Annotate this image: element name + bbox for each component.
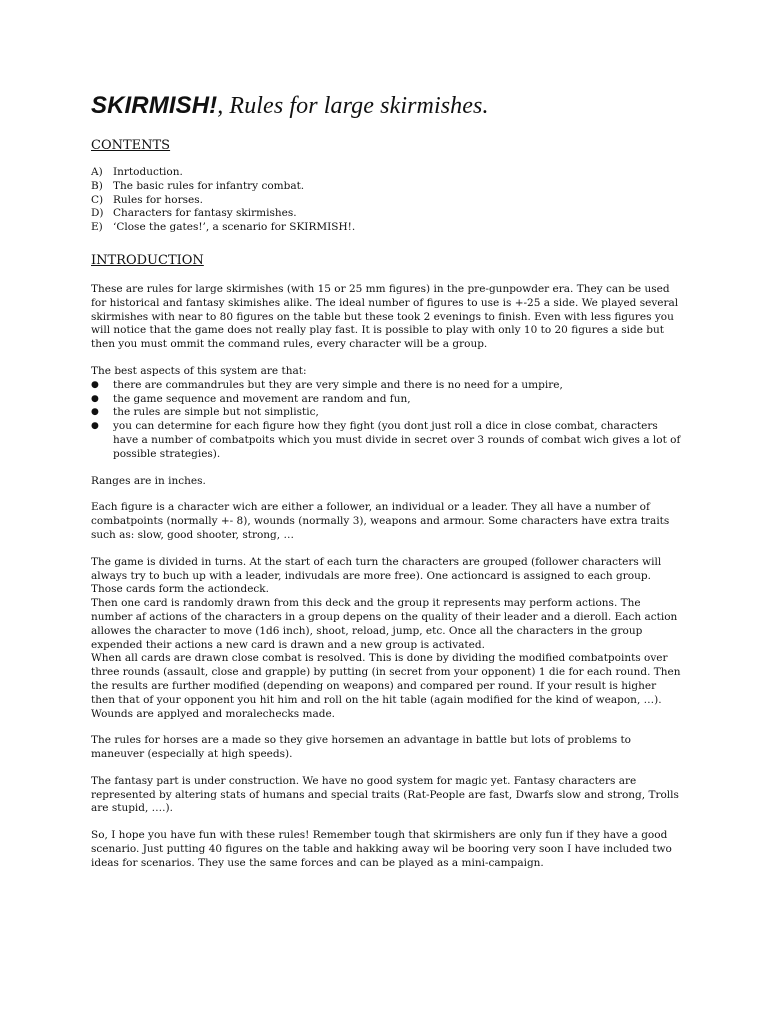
intro-paragraph-7: The fantasy part is under construction. We have no good system for magic yet. Fantasy characters are represented by altering stats of humans and special traits (Rat-People are fast, Dwarfs slow and strong, Trolls are stupid, ….). <box>91 774 679 815</box>
bullet-icon: ● <box>91 379 99 390</box>
bullet-item <box>91 393 681 407</box>
document-title <box>91 92 681 120</box>
contents-item-text: Characters for fantasy skirmishes. <box>113 207 297 220</box>
introduction-heading: INTRODUCTION <box>91 252 204 268</box>
aspects-bullet-list <box>91 379 681 462</box>
bullet-text: you can determine for each figure how they fight (you dont just roll a dice in close combat, characters have a number of combatpoits which you must divide in secret over 3 rounds of combat wich gives a lot of possible strategies). <box>113 420 681 460</box>
contents-item-text: ‘Close the gates!’, a scenario for SKIRMISH!. <box>113 221 356 234</box>
intro-paragraph-1: These are rules for large skirmishes (with 15 or 25 mm figures) in the pre-gunpowder era. They can be used for historical and fantasy skimishes alike. The ideal number of figures to use is +-25 a side. We played several skirmishes with near to 80 figures on the table but these took 2 evenings to finish. Even with less figures you will notice that the game does not really play fast. It is possible to play with only 10 to 20 figures a side but then you must ommit the command rules, every character will be a group. <box>91 282 679 351</box>
title-rest: , Rules for large skirmishes. <box>217 93 489 119</box>
bullet-icon: ● <box>91 393 99 404</box>
intro-paragraph-6: The rules for horses are a made so they give horsemen an advantage in battle but lots of problems to maneuver (especially at high speeds). <box>91 734 631 761</box>
intro-paragraph-4: Each figure is a character wich are either a follower, an individual or a leader. They all have a number of combatpoints (normally +- 8), wounds (normally 3), weapons and armour. Some characters have extra traits such as: slow, good shooter, strong, … <box>91 501 670 541</box>
intro-paragraph-5b: Then one card is randomly drawn from this deck and the group it represents may perform actions. The number af actions of the characters in a group depens on the quality of their leader and a dieroll. Each action allowes the character to move (1d6 inch), shoot, reload, jump, etc. Once all the characters in the group expended their actions a new card is drawn and a new group is activated. <box>91 597 678 651</box>
contents-item <box>91 166 681 180</box>
title-bold: SKIRMISH! <box>91 92 218 119</box>
bullet-text: the game sequence and movement are random and fun, <box>113 392 411 405</box>
contents-item-text: The basic rules for infantry combat. <box>113 179 305 192</box>
contents-item-letter: B) <box>91 179 103 192</box>
contents-item-letter: C) <box>91 193 104 206</box>
contents-item <box>91 180 681 194</box>
contents-item <box>91 221 681 235</box>
intro-paragraph-8: So, I hope you have fun with these rules! Remember tough that skirmishers are only fun if they have a good scenario. Just putting 40 figures on the table and hakking away wil be booring very soon I have included two ideas for scenarios. They use the same forces and can be played as a mini-campaign. <box>91 829 672 869</box>
bullet-icon: ● <box>91 407 99 418</box>
intro-paragraph-5a: The game is divided in turns. At the start of each turn the characters are grouped (follower characters will always try to buch up with a leader, indivudals are more free). One actioncard is assigned to each group. Those cards form the actiondeck. <box>91 555 662 596</box>
contents-item <box>91 207 681 221</box>
contents-item-text: Rules for horses. <box>113 193 203 206</box>
bullet-item <box>91 420 681 461</box>
contents-item-text: Inrtoduction. <box>113 166 183 178</box>
contents-item-letter: E) <box>91 221 103 234</box>
intro-paragraph-2: The best aspects of this system are that: <box>91 364 307 377</box>
bullet-item <box>91 379 681 393</box>
bullet-icon: ● <box>91 421 99 432</box>
intro-paragraph-3: Ranges are in inches. <box>91 474 206 487</box>
contents-heading: CONTENTS <box>91 138 171 153</box>
bullet-text: there are commandrules but they are very simple and there is no need for a umpire, <box>113 378 563 391</box>
bullet-item <box>91 406 681 420</box>
contents-item-letter: A) <box>91 166 103 178</box>
contents-item-letter: D) <box>91 207 104 220</box>
document-page <box>91 92 681 884</box>
contents-item <box>91 194 681 208</box>
intro-paragraph-5c: When all cards are drawn close combat is resolved. This is done by dividing the modified combatpoints over three rounds (assault, close and grapple) by putting (in secret from your opponent) 1 die for each round. Then the results are further modified (depending on weapons) and compared per round. If your result is higher then that of your opponent you hit him and roll on the hit table (again modified for the kind of weapon, …). Wounds are applyed and moralechecks made. <box>91 652 681 720</box>
contents-list <box>91 166 681 235</box>
bullet-text: the rules are simple but not simplistic, <box>113 406 319 419</box>
